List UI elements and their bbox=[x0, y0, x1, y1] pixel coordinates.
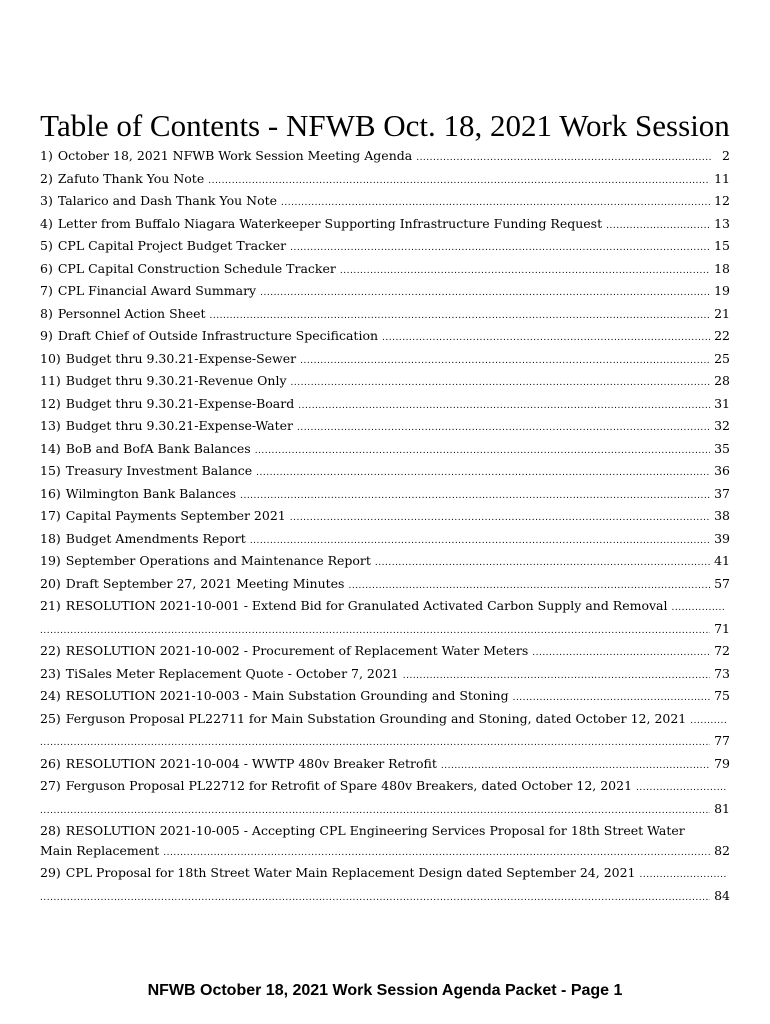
toc-entry[interactable] bbox=[40, 664, 730, 687]
entry-title: Ferguson Proposal PL22712 for Retrofit of Spare 480v Breakers, dated October 12, 2021 bbox=[65, 778, 633, 793]
entry-page: 57 bbox=[714, 575, 730, 591]
entry-number: 13) bbox=[40, 418, 61, 433]
entry-number: 27) bbox=[40, 778, 61, 793]
entry-page: 35 bbox=[714, 440, 730, 456]
dot-leader bbox=[256, 461, 710, 484]
entry-title: RESOLUTION 2021-10-005 - Accepting CPL Engineering Services Proposal for 18th Street Water bbox=[65, 823, 685, 838]
toc-entry[interactable] bbox=[40, 484, 730, 507]
entry-title: Budget thru 9.30.21-Expense-Sewer bbox=[65, 350, 297, 366]
toc-entry[interactable] bbox=[40, 304, 730, 327]
toc-entry[interactable] bbox=[40, 686, 730, 709]
entry-page: 77 bbox=[714, 733, 730, 748]
dot-leader bbox=[340, 259, 710, 282]
entry-title: Talarico and Dash Thank You Note bbox=[57, 193, 278, 208]
dot-leader bbox=[260, 281, 710, 304]
entry-number: 21) bbox=[40, 598, 61, 613]
entry-title-continued: Main Replacement bbox=[40, 842, 160, 858]
entry-page: 41 bbox=[714, 553, 730, 568]
entry-page: 72 bbox=[714, 643, 730, 658]
entry-title: Budget thru 9.30.21-Revenue Only bbox=[65, 373, 287, 388]
entry-number: 16) bbox=[40, 485, 61, 501]
entry-title: BoB and BofA Bank Balances bbox=[65, 440, 251, 456]
entry-number: 4) bbox=[40, 215, 53, 231]
toc-entry[interactable] bbox=[40, 371, 730, 394]
dot-leader bbox=[441, 754, 710, 777]
entry-title: Treasury Investment Balance bbox=[65, 463, 253, 478]
entry-title: Budget thru 9.30.21-Expense-Water bbox=[65, 418, 294, 433]
dot-leader bbox=[375, 551, 710, 574]
page-footer: NFWB October 18, 2021 Work Session Agenda Packet - Page 1 bbox=[147, 982, 623, 999]
entry-page: 37 bbox=[714, 485, 730, 501]
entry-number: 18) bbox=[40, 530, 61, 546]
toc-entry[interactable] bbox=[40, 709, 730, 754]
toc-entry[interactable] bbox=[40, 169, 730, 192]
entry-number: 26) bbox=[40, 755, 61, 771]
entry-page: 15 bbox=[714, 238, 730, 253]
toc-entry[interactable] bbox=[40, 191, 730, 214]
entry-number: 23) bbox=[40, 665, 61, 681]
entry-title: Letter from Buffalo Niagara Waterkeeper Supporting Infrastructure Funding Request bbox=[57, 215, 603, 231]
entry-number: 7) bbox=[40, 283, 53, 298]
dot-leader bbox=[281, 191, 710, 214]
dot-leader bbox=[690, 709, 726, 732]
entry-title: September Operations and Maintenance Report bbox=[65, 553, 371, 568]
dot-leader bbox=[416, 146, 712, 169]
toc-entry[interactable] bbox=[40, 641, 730, 664]
dot-leader bbox=[250, 529, 710, 552]
toc-entry[interactable] bbox=[40, 821, 730, 863]
entry-title: CPL Financial Award Summary bbox=[57, 283, 257, 298]
dot-leader bbox=[163, 841, 710, 864]
toc-entry[interactable] bbox=[40, 776, 730, 821]
entry-page: 39 bbox=[714, 530, 730, 546]
dot-leader bbox=[532, 641, 710, 664]
toc-entry[interactable] bbox=[40, 551, 730, 574]
toc-entry[interactable] bbox=[40, 863, 730, 908]
entry-number: 2) bbox=[40, 170, 53, 186]
entry-number: 15) bbox=[40, 463, 61, 478]
toc-entry[interactable] bbox=[40, 574, 730, 597]
entry-page: 73 bbox=[714, 665, 730, 681]
entry-page: 71 bbox=[714, 620, 730, 636]
toc-entry[interactable] bbox=[40, 439, 730, 462]
entry-page: 25 bbox=[714, 350, 730, 366]
entry-title: Draft Chief of Outside Infrastructure Specification bbox=[57, 328, 379, 343]
entry-number: 11) bbox=[40, 373, 61, 388]
entry-title: RESOLUTION 2021-10-002 - Procurement of Replacement Water Meters bbox=[65, 643, 529, 658]
entry-number: 17) bbox=[40, 508, 61, 523]
entry-title: Draft September 27, 2021 Meeting Minutes bbox=[65, 575, 345, 591]
entry-page: 81 bbox=[714, 800, 730, 816]
entry-number: 10) bbox=[40, 350, 61, 366]
entry-page: 31 bbox=[714, 395, 730, 411]
entry-title: October 18, 2021 NFWB Work Session Meeting Agenda bbox=[57, 148, 413, 163]
entry-number: 8) bbox=[40, 305, 53, 321]
toc-entry[interactable] bbox=[40, 146, 730, 169]
entry-page: 21 bbox=[714, 305, 730, 321]
toc-entry[interactable] bbox=[40, 529, 730, 552]
dot-leader bbox=[40, 799, 710, 822]
entry-number: 14) bbox=[40, 440, 61, 456]
entry-page: 11 bbox=[714, 170, 730, 186]
entry-number: 29) bbox=[40, 865, 61, 880]
toc-entry[interactable] bbox=[40, 236, 730, 259]
dot-leader bbox=[290, 506, 710, 529]
entry-title: CPL Proposal for 18th Street Water Main Replacement Design dated September 24, 2021 bbox=[65, 865, 636, 880]
dot-leader bbox=[298, 394, 710, 417]
dot-leader bbox=[40, 619, 710, 642]
entry-title: RESOLUTION 2021-10-001 - Extend Bid for Granulated Activated Carbon Supply and Removal bbox=[65, 598, 668, 613]
entry-page: 32 bbox=[714, 418, 730, 433]
dot-leader bbox=[300, 349, 710, 372]
toc-entry[interactable] bbox=[40, 596, 730, 641]
dot-leader bbox=[403, 664, 710, 687]
dot-leader bbox=[208, 169, 710, 192]
toc-entry[interactable] bbox=[40, 461, 730, 484]
entry-number: 5) bbox=[40, 238, 53, 253]
entry-title: Capital Payments September 2021 bbox=[65, 508, 286, 523]
entry-page: 2 bbox=[722, 148, 730, 163]
dot-leader bbox=[40, 886, 710, 909]
entry-number: 9) bbox=[40, 328, 53, 343]
toc-entry[interactable] bbox=[40, 259, 730, 282]
toc-entry[interactable] bbox=[40, 394, 730, 417]
entry-number: 1) bbox=[40, 148, 53, 163]
entry-page: 19 bbox=[714, 283, 730, 298]
entry-page: 36 bbox=[714, 463, 730, 478]
dot-leader bbox=[240, 484, 710, 507]
entry-number: 12) bbox=[40, 395, 61, 411]
dot-leader bbox=[255, 439, 710, 462]
entry-number: 22) bbox=[40, 643, 61, 658]
dot-leader bbox=[672, 596, 727, 619]
entry-number: 25) bbox=[40, 710, 61, 726]
entry-page: 84 bbox=[714, 887, 730, 903]
entry-page: 38 bbox=[714, 508, 730, 523]
entry-number: 3) bbox=[40, 193, 53, 208]
dot-leader bbox=[636, 776, 726, 799]
toc-entry[interactable] bbox=[40, 754, 730, 777]
entry-title: RESOLUTION 2021-10-003 - Main Substation Grounding and Stoning bbox=[65, 688, 509, 703]
dot-leader bbox=[290, 236, 710, 259]
entry-title: RESOLUTION 2021-10-004 - WWTP 480v Breaker Retrofit bbox=[65, 755, 437, 771]
dot-leader bbox=[606, 214, 710, 237]
entry-page: 18 bbox=[714, 260, 730, 276]
dot-leader bbox=[210, 304, 711, 327]
entry-title: Budget Amendments Report bbox=[65, 530, 246, 546]
entry-number: 6) bbox=[40, 260, 53, 276]
entry-title: Wilmington Bank Balances bbox=[65, 485, 237, 501]
entry-number: 20) bbox=[40, 575, 61, 591]
table-of-contents bbox=[40, 146, 730, 908]
dot-leader bbox=[291, 371, 711, 394]
entry-title: Zafuto Thank You Note bbox=[57, 170, 205, 186]
dot-leader bbox=[382, 326, 710, 349]
entry-page: 79 bbox=[714, 755, 730, 771]
toc-entry[interactable] bbox=[40, 214, 730, 237]
toc-entry[interactable] bbox=[40, 349, 730, 372]
entry-page: 82 bbox=[714, 842, 730, 858]
entry-number: 28) bbox=[40, 823, 61, 838]
dot-leader bbox=[40, 731, 710, 754]
entry-title: CPL Capital Construction Schedule Tracker bbox=[57, 260, 336, 276]
entry-page: 75 bbox=[714, 688, 730, 703]
toc-entry[interactable] bbox=[40, 281, 730, 304]
entry-title: Ferguson Proposal PL22711 for Main Substation Grounding and Stoning, dated October 12, 2021 bbox=[65, 710, 687, 726]
toc-entry[interactable] bbox=[40, 416, 730, 439]
entry-title: CPL Capital Project Budget Tracker bbox=[57, 238, 287, 253]
entry-title: Personnel Action Sheet bbox=[57, 305, 206, 321]
entry-page: 22 bbox=[714, 328, 730, 343]
toc-entry[interactable] bbox=[40, 326, 730, 349]
entry-title: Budget thru 9.30.21-Expense-Board bbox=[65, 395, 295, 411]
dot-leader bbox=[640, 863, 727, 886]
dot-leader bbox=[513, 686, 711, 709]
entry-page: 28 bbox=[714, 373, 730, 388]
entry-number: 19) bbox=[40, 553, 61, 568]
dot-leader bbox=[348, 574, 710, 597]
toc-title: Table of Contents - NFWB Oct. 18, 2021 Work Session bbox=[40, 108, 730, 143]
dot-leader bbox=[297, 416, 710, 439]
toc-entry[interactable] bbox=[40, 506, 730, 529]
entry-title: TiSales Meter Replacement Quote - October 7, 2021 bbox=[65, 665, 399, 681]
entry-page: 12 bbox=[714, 193, 730, 208]
entry-number: 24) bbox=[40, 688, 61, 703]
entry-page: 13 bbox=[714, 215, 730, 231]
